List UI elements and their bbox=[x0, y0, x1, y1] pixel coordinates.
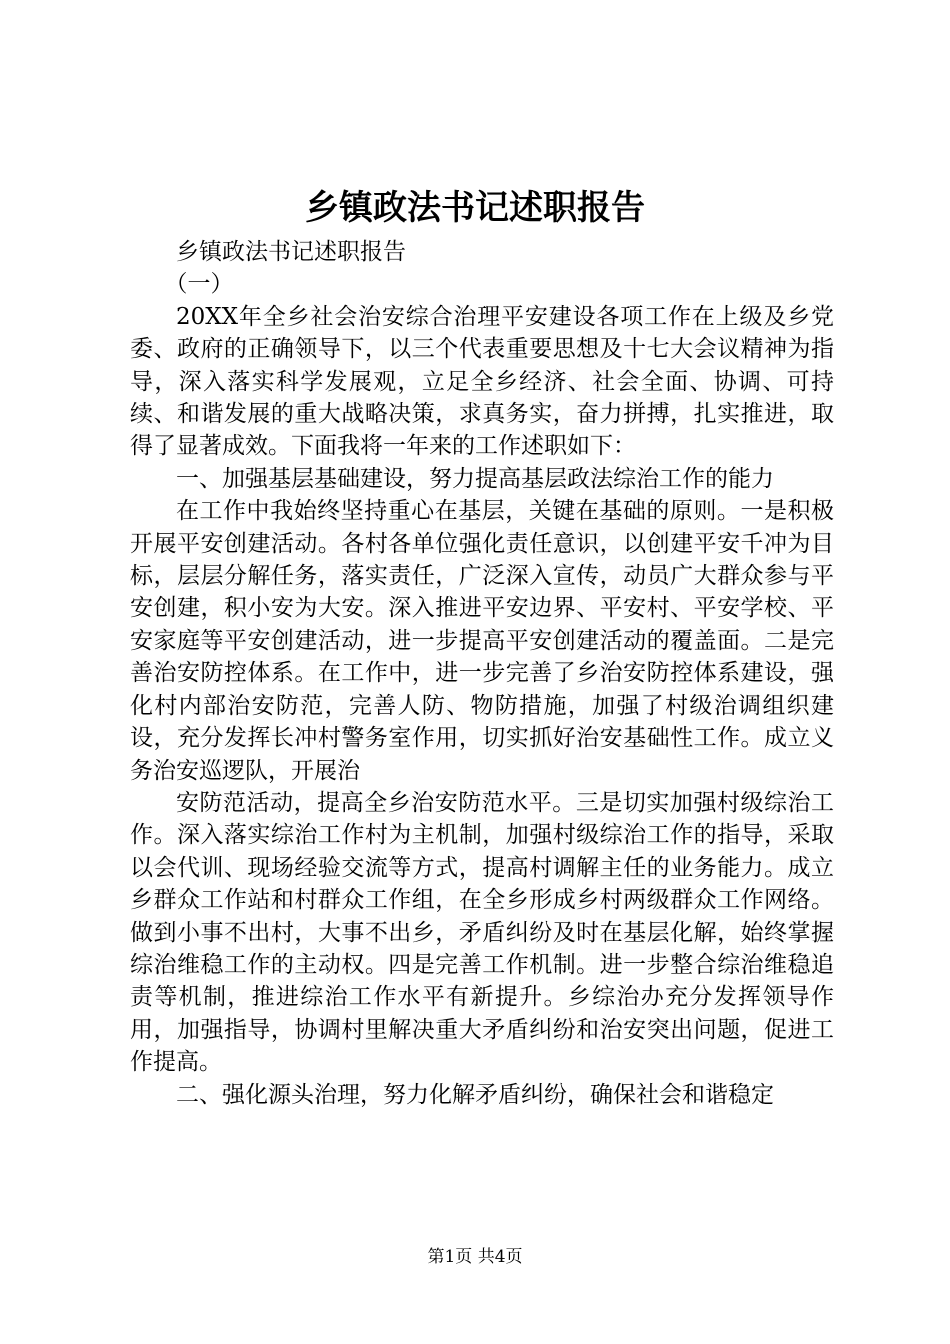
subtitle-paragraph: 乡镇政法书记述职报告 bbox=[176, 239, 406, 265]
section-heading-1: 一、加强基层基础建设，努力提高基层政法综治工作的能力 bbox=[176, 465, 774, 492]
body-paragraph-2: 安防范活动，提高全乡治安防范水平。三是切实加强村级综治工作。深入落实综治工作村为主机制，加强村级综治工作的指导，采取以会代训、现场经验交流等方式，提高村调解主任的业务能力。成立乡群众工作站和村群众工作组，在全乡形成乡村两级群众工作网络。做到小事不出村，大事不出乡，矛盾纠纷及时在基层化解，始终掌握综治维稳工作的主动权。四是完善工作机制。进一步整合综治维稳追责等机制，推进综治工作水平有新提升。乡综治办充分发挥领导作用，加强指导，协调村里解决重大矛盾纠纷和治安突出问题，促进工作提高。 bbox=[130, 789, 834, 1076]
body-paragraph-1: 在工作中我始终坚持重心在基层，关键在基础的原则。一是积极开展平安创建活动。各村各单位强化责任意识，以创建平安千冲为目标，层层分解任务，落实责任，广泛深入宣传，动员广大群众参与平安创建，积小安为大安。深入推进平安边界、平安村、平安学校、平安家庭等平安创建活动，进一步提高平安创建活动的覆盖面。二是完善治安防控体系。在工作中，进一步完善了乡治安防控体系建设，强化村内部治安防范，完善人防、物防措施，加强了村级治调组织建设，充分发挥长冲村警务室作用，切实抓好治安基础性工作。成立义务治安巡逻队，开展治 bbox=[130, 498, 834, 784]
page-footer: 第1页 共4页 bbox=[427, 1247, 523, 1267]
document-title: 乡镇政法书记述职报告 bbox=[305, 188, 645, 228]
section-number: （一） bbox=[164, 271, 234, 298]
document-body bbox=[130, 236, 834, 1111]
section-heading-2: 二、强化源头治理，努力化解矛盾纠纷，确保社会和谐稳定 bbox=[176, 1081, 774, 1108]
intro-paragraph: 20XX年全乡社会治安综合治理平安建设各项工作在上级及乡党委、政府的正确领导下，以三个代表重要思想及十七大会议精神为指导，深入落实科学发展观，立足全乡经济、社会全面、协调、可持续、和谐发展的重大战略决策，求真务实，奋力拼搏，扎实推进，取得了显著成效。下面我将一年来的工作述职如下： bbox=[130, 303, 834, 460]
